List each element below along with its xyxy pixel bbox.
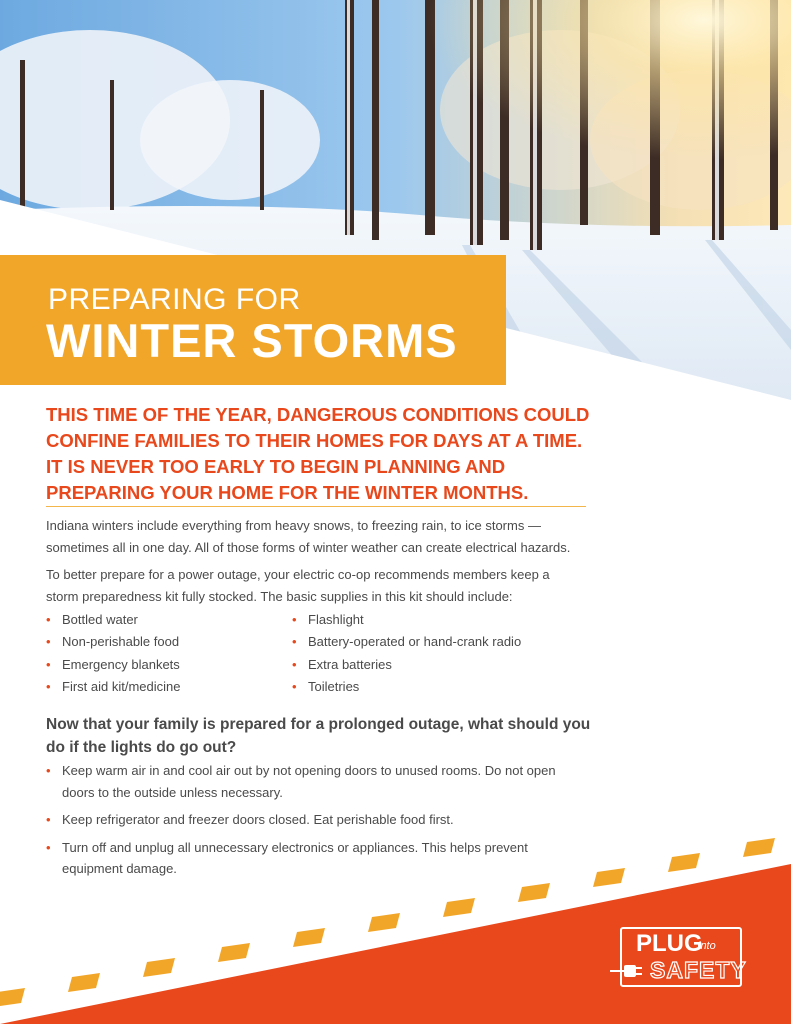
list-item-text: Extra batteries	[308, 656, 392, 672]
intro-line: THIS TIME OF THE YEAR, DANGEROUS CONDITIONS COULD	[46, 404, 590, 425]
outage-question-heading	[46, 713, 606, 759]
list-item	[292, 676, 521, 698]
paragraph-line: sometimes all in one day. All of those forms of winter weather can create electrical hazards.	[46, 540, 571, 555]
bullet-icon: •	[46, 812, 51, 827]
bullet-icon: •	[46, 839, 51, 855]
logo-word-safety: SAFETY	[650, 957, 747, 983]
list-item	[46, 760, 606, 803]
question-line: do if the lights do go out?	[46, 739, 237, 756]
logo-word-plug: PLUG	[636, 930, 703, 957]
list-item-text: Flashlight	[308, 612, 364, 627]
bullet-icon: •	[46, 612, 51, 627]
paragraph-indiana-winters	[46, 515, 606, 559]
paragraph-preparedness-kit	[46, 564, 606, 608]
intro-statement	[46, 402, 606, 506]
title-line-preparing: PREPARING FOR	[48, 283, 301, 316]
list-item-text: Non-perishable food	[62, 634, 180, 650]
list-item	[46, 654, 180, 676]
plug-icon	[608, 962, 648, 980]
supplies-list-left	[46, 609, 180, 698]
bullet-icon: •	[46, 763, 51, 778]
bullet-icon: •	[46, 634, 51, 650]
tip-line: doors to the outside unless necessary.	[62, 784, 283, 800]
page-title: WINTER STORMS	[46, 314, 458, 367]
bullet-icon: •	[46, 678, 51, 694]
intro-line: IT IS NEVER TOO EARLY TO BEGIN PLANNING AND	[46, 456, 506, 477]
bullet-icon: •	[46, 656, 51, 672]
list-item	[46, 609, 180, 631]
logo-word-into: into	[698, 940, 716, 952]
list-item-text: Battery-operated or hand-crank radio	[308, 634, 522, 650]
intro-line: PREPARING YOUR HOME FOR THE WINTER MONTHS.	[46, 482, 529, 503]
bullet-icon: •	[292, 678, 297, 694]
divider	[46, 506, 586, 507]
list-item-text: Toiletries	[308, 678, 360, 694]
intro-line: CONFINE FAMILIES TO THEIR HOMES FOR DAYS AT A TIME.	[46, 430, 583, 451]
supplies-list-right	[292, 609, 521, 698]
question-line: Now that your family is prepared for a prolonged outage, what should you	[46, 716, 591, 733]
list-item	[292, 631, 521, 653]
tip-line: equipment damage.	[62, 861, 177, 876]
list-item	[292, 609, 521, 631]
list-item-text: Emergency blankets	[62, 656, 180, 672]
bullet-icon: •	[292, 612, 297, 627]
bullet-icon: •	[292, 656, 297, 672]
paragraph-line: storm preparedness kit fully stocked. The basic supplies in this kit should include:	[46, 589, 513, 604]
list-item-text: First aid kit/medicine	[62, 678, 181, 694]
bullet-icon: •	[292, 634, 297, 650]
list-item	[46, 809, 606, 831]
tip-line: Keep refrigerator and freezer doors closed. Eat perishable food first.	[62, 812, 454, 827]
tip-line: Keep warm air in and cool air out by not opening doors to unused rooms. Do not open	[62, 763, 556, 778]
tip-line: Turn off and unplug all unnecessary electronics or appliances. This helps prevent	[62, 839, 528, 855]
list-item	[292, 654, 521, 676]
plug-into-safety-logo	[620, 927, 747, 987]
list-item	[46, 676, 180, 698]
paragraph-line: To better prepare for a power outage, your electric co-op recommends members keep a	[46, 567, 550, 582]
paragraph-line: Indiana winters include everything from heavy snows, to freezing rain, to ice storms —	[46, 518, 541, 533]
list-item	[46, 631, 180, 653]
list-item-text: Bottled water	[62, 612, 138, 627]
